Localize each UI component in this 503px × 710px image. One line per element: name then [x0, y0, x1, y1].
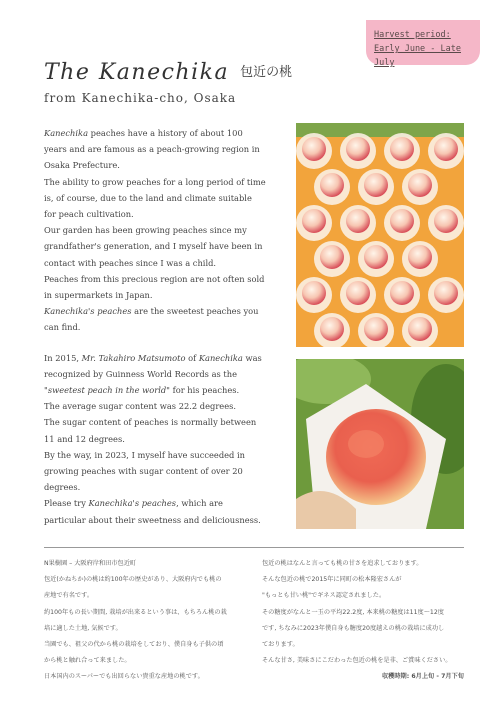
- body-text: peaches have a history of about 100 years and are famous as a peach-growing region in Osaka Prefecture.: [44, 128, 260, 171]
- intro-paragraph-2: The ability to grow peaches for a long period of time is, of course, due to the land and climate suitable for peach cultivation.: [44, 176, 266, 220]
- peach: [320, 317, 344, 341]
- peach: [390, 137, 414, 161]
- peach: [364, 317, 388, 341]
- record-paragraph-1: [44, 350, 266, 399]
- intro-paragraph-3: Our garden has been growing peaches since my grandfather's generation, and I myself have been in contact with peaches since I was a child.: [44, 225, 263, 268]
- emphasis-text: Kanechika's peaches: [44, 306, 132, 317]
- harvest-period-badge: [366, 20, 480, 68]
- intro-paragraph-4: Peaches from this precious region are not often sold in supermarkets in Japan.: [44, 273, 265, 301]
- peach: [390, 209, 414, 233]
- peach: [434, 281, 458, 305]
- page-title: [44, 60, 292, 85]
- peach: [408, 245, 432, 269]
- peach: [320, 173, 344, 197]
- emphasis-text: Kanechika: [44, 128, 89, 138]
- record-paragraph-4: By the way, in 2023, I myself have succeeded in growing peaches with sugar content of over 20 degrees.: [44, 449, 245, 493]
- jp-right-line: その糖度がなんと一玉の平均22.2度, 本来桃の糖度は11度〜12度: [262, 608, 444, 616]
- jp-left-line: 包近(かねちか)の桃は約100年の歴史があり、大阪府内でも桃の: [44, 576, 222, 584]
- paragraph-gap: [44, 336, 266, 350]
- body-text: are the sweetest peaches you can find.: [44, 306, 259, 333]
- peach: [302, 137, 326, 161]
- jp-left-line: 当園でも、祖父の代から桃の栽培をしており、僕自身も子供の頃: [44, 641, 224, 649]
- jp-right-line: "もっとも甘い桃"でギネス認定されました。: [262, 592, 386, 600]
- peach: [320, 245, 344, 269]
- emphasis-text: Mr. Takahiro Matsumoto: [81, 352, 186, 363]
- peach: [346, 137, 370, 161]
- jp-left-line: 産地で有名です。: [44, 592, 94, 600]
- japanese-text-left: [44, 556, 254, 686]
- body-text: , which are particular about their sweetness and deliciousness.: [44, 498, 261, 525]
- jp-right-line: 包近の桃はなんと言っても桃の甘さを追求しております。: [262, 560, 423, 567]
- emphasis-text: Kanechika: [198, 352, 243, 363]
- intro-paragraph-5: [44, 303, 266, 335]
- body-text: was recognized by Guinness World Records as the ": [44, 352, 262, 396]
- peach-tray-image: [296, 123, 464, 347]
- jp-right-line: そんな包近の桃で2015年に同町の松本隆宏さんが: [262, 576, 402, 584]
- peach: [302, 209, 326, 233]
- title-japanese: 包近の桃: [240, 65, 293, 80]
- jp-right-line: そんな甘さ, 美味さにこだわった包近の桃を是非、ご賞味ください。: [262, 657, 452, 665]
- harvest-period-label: Harvest period:: [374, 30, 451, 40]
- peach: [408, 317, 432, 341]
- body-text: In 2015,: [44, 352, 82, 363]
- body-text: Please try: [44, 498, 89, 509]
- record-paragraph-2: The average sugar content was 22.2 degrees.: [44, 401, 237, 412]
- peach-in-hand-image: [296, 359, 464, 529]
- intro-paragraph-1: [44, 125, 266, 174]
- peach: [302, 281, 326, 305]
- japanese-text-right: [262, 556, 472, 686]
- record-paragraph-5: [44, 495, 266, 527]
- section-divider: [44, 547, 464, 548]
- english-body: [44, 125, 266, 528]
- jp-right-line: です, ちなみに2023年僕自身も糖度20度越えの桃の栽培に成功し: [262, 624, 445, 632]
- peach: [408, 173, 432, 197]
- jp-left-line: 日本国内のスーパーでも出回らない貴重な産地の桃です。: [44, 673, 204, 681]
- body-text: " for his peaches.: [166, 385, 240, 396]
- emphasis-text: sweetest peach in the world: [47, 385, 167, 396]
- jp-left-line: 培に適した土地, 気候です。: [44, 624, 122, 632]
- peach: [346, 209, 370, 233]
- record-paragraph-3: The sugar content of peaches is normally between 11 and 12 degrees.: [44, 417, 257, 444]
- harvest-period-dates: Early June - Late July: [374, 44, 461, 68]
- peach-in-hand-photo: [296, 359, 464, 529]
- page-subtitle: from Kanechika-cho, Osaka: [44, 91, 237, 105]
- peach: [390, 281, 414, 305]
- peach: [364, 245, 388, 269]
- jp-left-line: 約100年もの長い期間, 栽培が出来るという事は、もちろん桃の栽: [44, 608, 227, 616]
- peach: [364, 173, 388, 197]
- emphasis-text: Kanechika's peaches: [88, 498, 177, 509]
- jp-left-line: から桃と触れ合って来ました。: [44, 657, 131, 665]
- jp-right-line: ております。: [262, 641, 299, 649]
- harvest-period-japanese: 収穫時期: 6月上旬 - 7月下旬: [382, 673, 464, 681]
- peach: [346, 281, 370, 305]
- jp-left-line: N果樹園 – 大阪府岸和田市包近町: [44, 560, 137, 567]
- body-text: of: [185, 352, 199, 363]
- peach: [434, 209, 458, 233]
- title-english: The Kanechika: [44, 60, 230, 85]
- peach-tray-photo: [296, 123, 464, 347]
- peach: [434, 137, 458, 161]
